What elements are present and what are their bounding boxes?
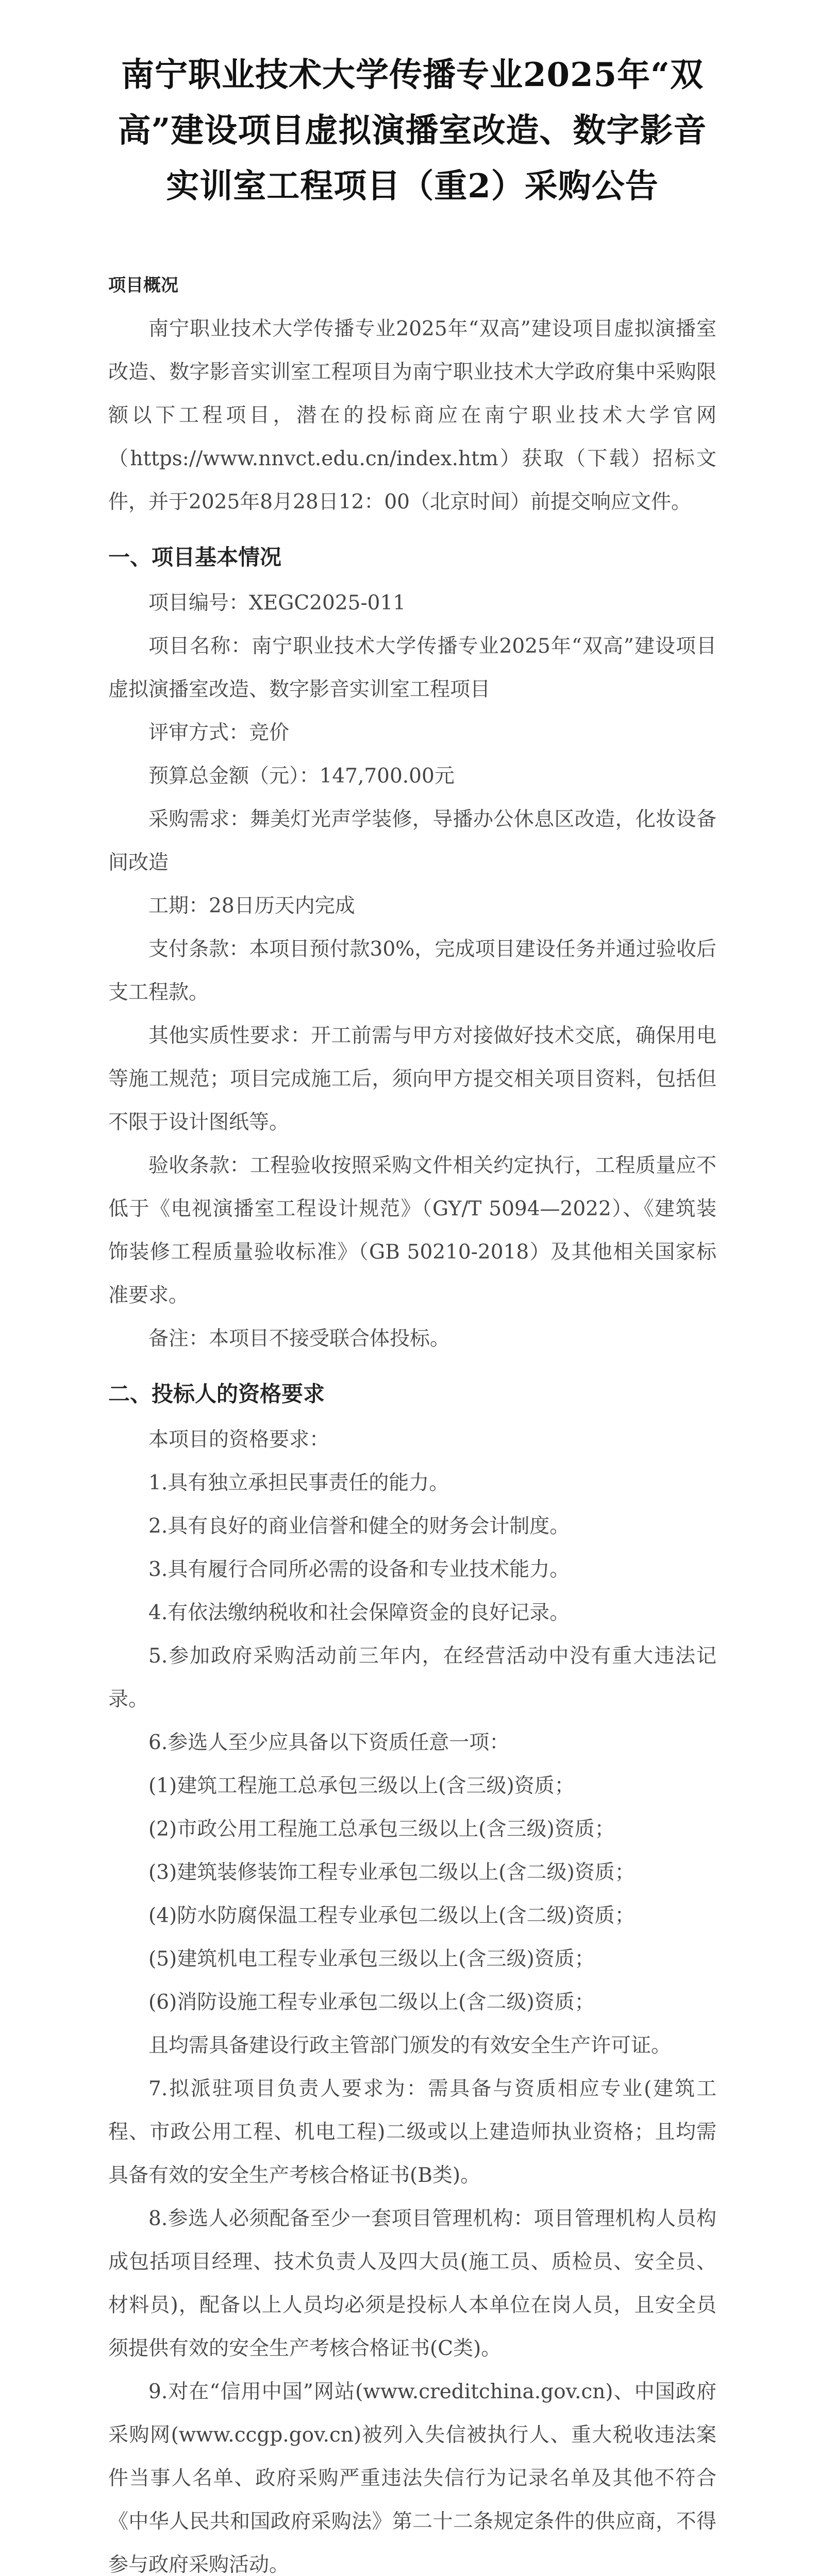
qualification-item: 且均需具备建设行政主管部门颁发的有效安全生产许可证。 [148,2034,672,2057]
project-number: 项目编号：XEGC2025-011 [148,591,406,615]
budget-amount: 预算总金额（元）：147,700.00元 [148,765,455,788]
page-title: 南宁职业技术大学传播专业2025年“双高”建设项目虚拟演播室改造、数字影音实训室工程项目（重2）采购公告 [118,56,707,206]
qualification-item: 6.参选人至少应具备以下资质任意一项： [148,1731,510,1754]
acceptance-terms: 验收条款：工程验收按照采购文件相关约定执行，工程质量应不低于《电视演播室工程设计规范》（GY/T 5094—2022）、《建筑装饰装修工程质量验收标准》（GB 50210-2018）及其他相关国家标准要求。 [108,1154,716,1307]
qualification-item: (5)建筑机电工程专业承包三级以上(含三级)资质； [148,1947,595,1971]
overview-paragraph: 南宁职业技术大学传播专业2025年“双高”建设项目虚拟演播室改造、数字影音实训室工程项目为南宁职业技术大学政府集中采购限额以下工程项目，潜在的投标商应在南宁职业技术大学官网（https://www.nnvct.edu.cn/index.htm）获取（下载）招标文件，并于2025年8月28日12：00（北京时间）前提交响应文件。 [108,317,716,514]
qualification-item: (6)消防设施工程专业承包二级以上(含二级)资质； [148,1991,595,2014]
qualification-item: 7.拟派驻项目负责人要求为：需具备与资质相应专业(建筑工程、市政公用工程、机电工程)二级或以上建造师执业资格；且均需具备有效的安全生产考核合格证书(B类)。 [108,2077,716,2187]
qualification-item: (1)建筑工程施工总承包三级以上(含三级)资质； [148,1774,575,1798]
qualification-item: 9.对在“信用中国”网站(www.creditchina.gov.cn)、中国政府采购网(www.ccgp.gov.cn)被列入失信被执行人、重大税收违法案件当事人名单、政府采购严重违法失信行为记录名单及其他不符合《中华人民共和国政府采购法》第二十二条规定条件的供应商，不得参与政府采购活动。 [108,2380,716,2576]
section-1-heading: 一、项目基本情况 [108,545,282,570]
procurement-needs: 采购需求：舞美灯光声学装修，导播办公休息区改造，化妆设备间改造 [108,808,716,874]
qualification-item: 本项目的资格要求： [148,1428,330,1451]
overview-label: 项目概况 [108,275,178,296]
qualification-item: 8.参选人必须配备至少一套项目管理机构：项目管理机构人员构成包括项目经理、技术负责人及四大员(施工员、质检员、安全员、材料员)，配备以上人员均必须是投标人本单位在岗人员，且安全员须提供有效的安全生产考核合格证书(C类)。 [108,2207,716,2360]
review-method: 评审方式：竞价 [148,721,290,744]
qualification-item: 5.参加政府采购活动前三年内，在经营活动中没有重大违法记录。 [108,1645,716,1711]
project-name: 项目名称：南宁职业技术大学传播专业2025年“双高”建设项目虚拟演播室改造、数字影音实训室工程项目 [108,635,716,701]
qualification-item: (2)市政公用工程施工总承包三级以上(含三级)资质； [148,1818,615,1841]
qualification-item: (4)防水防腐保温工程专业承包二级以上(含二级)资质； [148,1904,635,1927]
other-requirements: 其他实质性要求：开工前需与甲方对接做好技术交底，确保用电等施工规范；项目完成施工后，须向甲方提交相关项目资料，包括但不限于设计图纸等。 [108,1024,716,1134]
payment-terms: 支付条款：本项目预付款30%，完成项目建设任务并通过验收后支工程款。 [108,938,716,1004]
qualification-item: 4.有依法缴纳税收和社会保障资金的良好记录。 [148,1601,570,1624]
qualification-item: (3)建筑装修装饰工程专业承包二级以上(含二级)资质； [148,1861,635,1884]
section-2-heading: 二、投标人的资格要求 [108,1381,325,1406]
announcement-page [108,0,716,2576]
note: 备注：本项目不接受联合体投标。 [148,1327,450,1350]
duration: 工期：28日历天内完成 [148,894,355,918]
qualification-item: 3.具有履行合同所必需的设备和专业技术能力。 [148,1558,570,1581]
qualification-item: 2.具有良好的商业信誉和健全的财务会计制度。 [148,1515,570,1538]
qualification-item: 1.具有独立承担民事责任的能力。 [148,1471,449,1495]
